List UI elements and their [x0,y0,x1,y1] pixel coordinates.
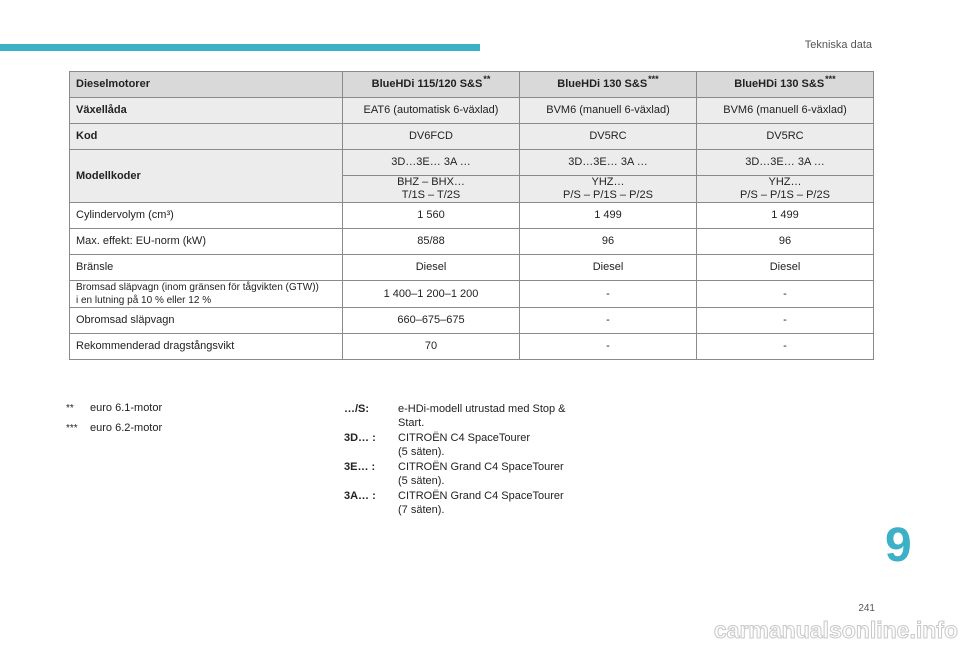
row-label: Bränsle [70,255,343,281]
footnote-euro62: *** euro 6.2-motor [66,422,163,434]
cell: BVM6 (manuell 6-växlad) [520,98,697,124]
cell: 3D…3E… 3A … [697,150,874,176]
row-label: Max. effekt: EU-norm (kW) [70,229,343,255]
cell: BHZ – BHX… T/1S – T/2S [343,176,520,203]
row-label: Växellåda [70,98,343,124]
table-row-gearbox [70,98,874,124]
cell: 70 [343,334,520,360]
watermark-text: carmanualsonline.info [713,617,958,643]
table-row-power [70,229,874,255]
cell: 96 [697,229,874,255]
header-label: Dieselmotorer [70,72,343,98]
cell: 85/88 [343,229,520,255]
table-row-unbraked-trailer [70,308,874,334]
cell: - [697,334,874,360]
definition-item: 3E… : CITROËN Grand C4 SpaceTourer (5 säten). [344,461,564,487]
cell: - [520,308,697,334]
header-col-3: BlueHDi 130 S&S*** [697,72,874,98]
cell: Diesel [343,255,520,281]
watermark-logo [710,611,960,647]
row-label: Obromsad släpvagn [70,308,343,334]
cell: DV5RC [520,124,697,150]
cell: DV5RC [697,124,874,150]
cell: - [697,308,874,334]
cell: 3D…3E… 3A … [343,150,520,176]
cell: 3D…3E… 3A … [520,150,697,176]
cell: 1 499 [520,203,697,229]
spec-table [69,71,874,360]
section-title: Tekniska data [804,39,872,51]
cell: YHZ… P/S – P/1S – P/2S [697,176,874,203]
cell: EAT6 (automatisk 6-växlad) [343,98,520,124]
page-number: 241 [858,603,875,614]
cell: 1 499 [697,203,874,229]
definition-item: 3A… : CITROËN Grand C4 SpaceTourer (7 säten). [344,490,564,516]
definition-item: …/S: e-HDi-modell utrustad med Stop & Start. [344,403,566,429]
footnote-euro61: ** euro 6.1-motor [66,402,163,414]
row-label: Cylindervolym (cm³) [70,203,343,229]
table-row-braked-trailer [70,281,874,308]
cell: - [697,281,874,308]
row-label: Modellkoder [70,150,343,203]
cell: 1 400–1 200–1 200 [343,281,520,308]
cell: Diesel [697,255,874,281]
cell: 660–675–675 [343,308,520,334]
header-col-2: BlueHDi 130 S&S*** [520,72,697,98]
table-row-nose-weight [70,334,874,360]
accent-bar [0,44,480,51]
model-definitions [344,402,604,518]
table-header-row [70,72,874,98]
chapter-number: 9 [885,519,912,572]
table-row-model-codes-1 [70,150,874,176]
cell: 96 [520,229,697,255]
table-row-fuel [70,255,874,281]
cell: Diesel [520,255,697,281]
cell: DV6FCD [343,124,520,150]
cell: 1 560 [343,203,520,229]
header-col-1: BlueHDi 115/120 S&S** [343,72,520,98]
table-row-displacement [70,203,874,229]
cell: - [520,334,697,360]
row-label: Kod [70,124,343,150]
definition-item: 3D… : CITROËN C4 SpaceTourer (5 säten). [344,432,531,458]
table-row-code [70,124,874,150]
row-label: Rekommenderad dragstångsvikt [70,334,343,360]
cell: YHZ… P/S – P/1S – P/2S [520,176,697,203]
row-label: Bromsad släpvagn (inom gränsen för tågvikten (GTW)) i en lutning på 10 % eller 12 % [70,281,343,308]
cell: BVM6 (manuell 6-växlad) [697,98,874,124]
cell: - [520,281,697,308]
